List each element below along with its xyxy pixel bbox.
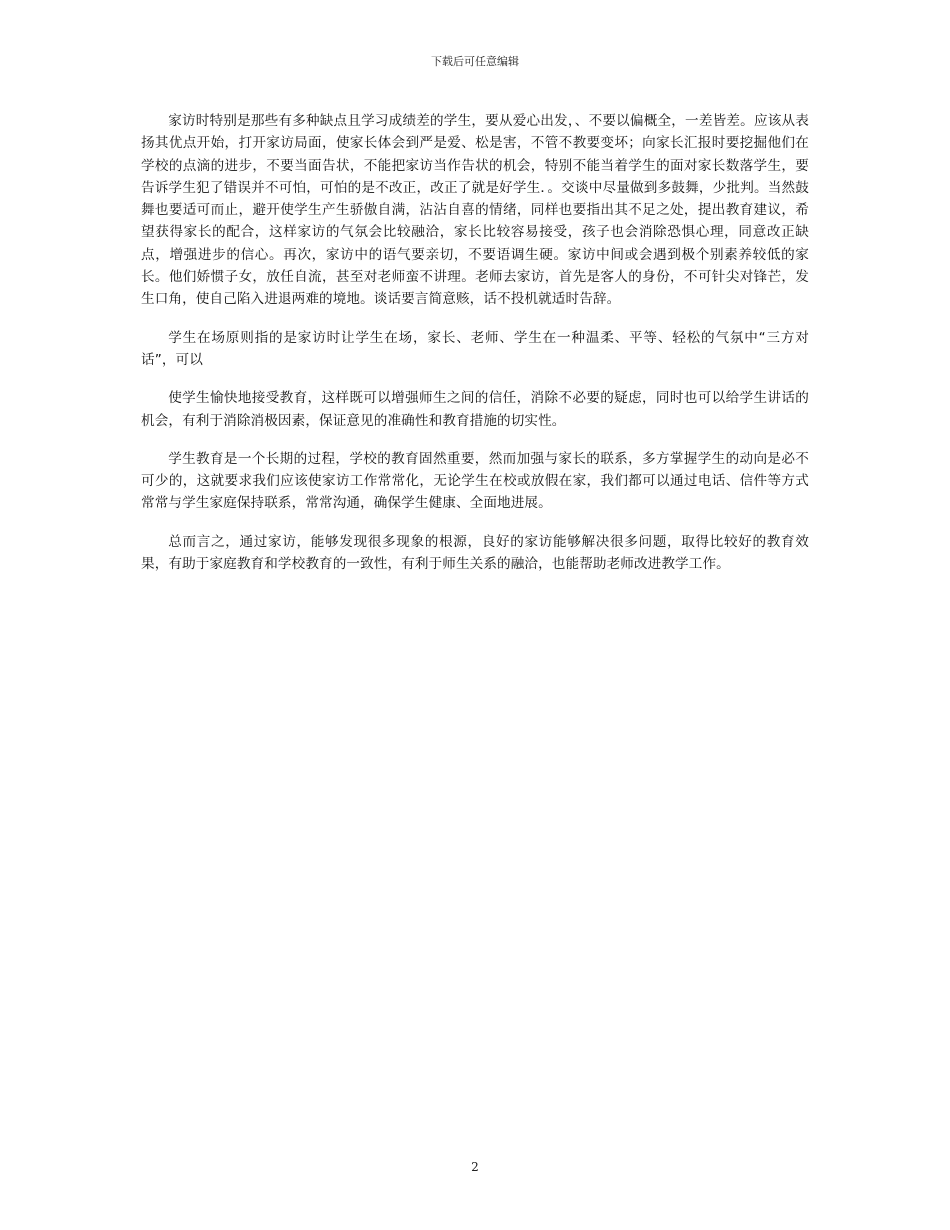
paragraph-long-term-contact: 学生教育是一个长期的过程，学校的教育固然重要，然而加强与家长的联系，多方掌握学生的动向是必不可少的，这就要求我们应该使家访工作常常化，无论学生在校或放假在家，我们都可以通过电话、信件等方式常常与学生家庭保持联系，常常沟通，确保学生健康、全面地进展。 [141, 450, 809, 512]
paragraph-conclusion: 总而言之，通过家访，能够发现很多现象的根源，良好的家访能够解决很多问题，取得比较好的教育效果，有助于家庭教育和学校教育的一致性，有利于师生关系的融洽，也能帮助老师改进教学工作。 [141, 533, 809, 573]
paragraph-home-visit-approach: 家访时特别是那些有多种缺点且学习成绩差的学生，要从爱心出发，、不要以偏概全，一差皆差。应该从表扬其优点开始，打开家访局面，使家长体会到严是爱、松是害，不管不教要变坏；向家长汇报时要挖掘他们在学校的点滴的进步，不要当面告状，不能把家访当作告状的机会，特别不能当着学生的面对家长数落学生，要告诉学生犯了错误并不可怕，可怕的是不改正，改正了就是好学生．。交谈中尽量做到多鼓舞，少批判。当然鼓舞也要适可而止，避开使学生产生骄傲自满，沾沾自喜的情绪，同样也要指出其不足之处，提出教育建议，希望获得家长的配合，这样家访的气氛会比较融洽，家长比较容易接受，孩子也会消除恐惧心理，同意改正缺点，增强进步的信心。再次，家访中的语气要亲切，不要语调生硬。家访中间或会遇到极个别素养较低的家长。他们娇惯子女，放任自流，甚至对老师蛮不讲理。老师去家访，首先是客人的身份，不可针尖对锋芒，发生口角，使自己陷入进退两难的境地。谈话要言简意赅，话不投机就适时告辞。 [141, 113, 809, 308]
paragraph-student-present-principle: 学生在场原则指的是家访时让学生在场，家长、老师、学生在一种温柔、平等、轻松的气氛中“三方对话”，可以 [141, 329, 809, 368]
paragraph-student-present-benefits: 使学生愉快地接受教育，这样既可以增强师生之间的信任，消除不必要的疑虑，同时也可以给学生讲话的机会，有利于消除消极因素，保证意见的准确性和教育措施的切实性。 [141, 390, 809, 429]
page-number: 2 [471, 1160, 479, 1174]
document-body [141, 110, 809, 591]
page-header: 下载后可任意编辑 [431, 55, 519, 68]
